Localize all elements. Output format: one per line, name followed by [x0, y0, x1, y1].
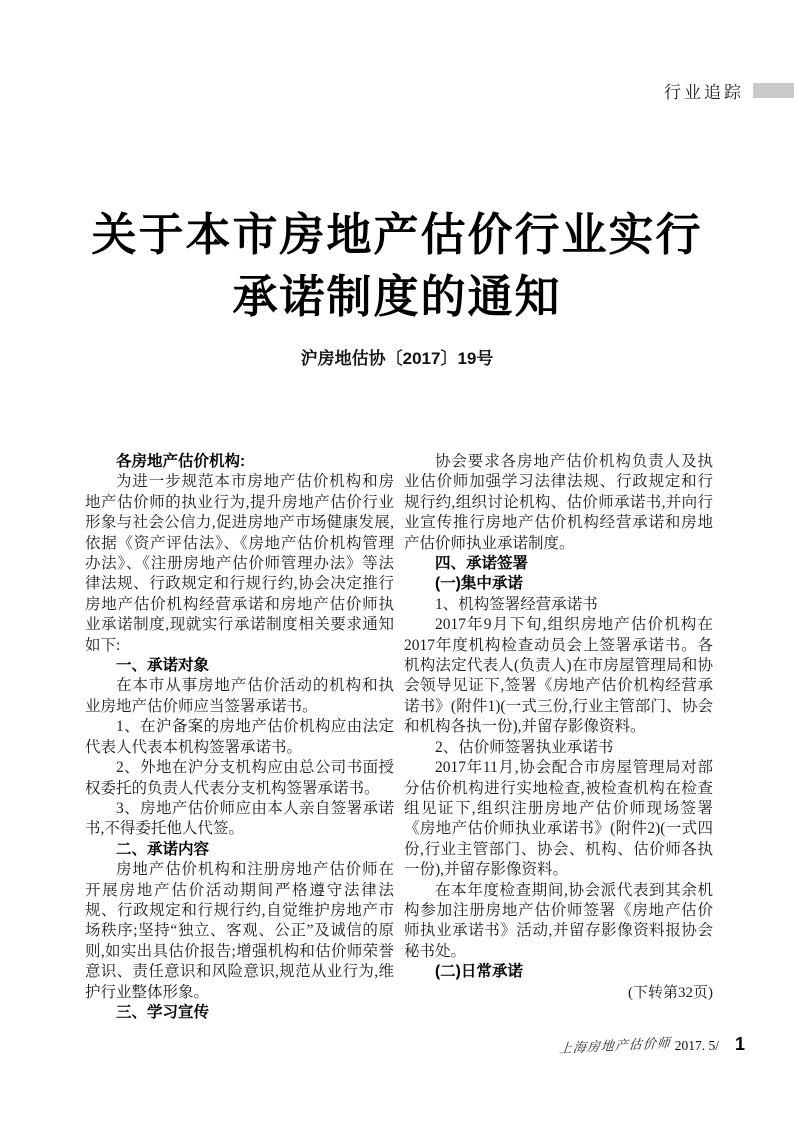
issue-label: 2017. 5/ — [674, 1038, 719, 1053]
section-heading: 四、承诺签署 — [435, 555, 529, 573]
document-number: 沪房地估协〔2017〕19号 — [300, 349, 494, 368]
continuation-note: (下转第32页) — [628, 984, 713, 1001]
paragraph: 1、机构签署经营承诺书 — [435, 595, 598, 613]
page-title — [0, 204, 794, 328]
running-head — [664, 78, 794, 103]
paragraph: 1、在沪备案的房地产估价机构应由法定代表人代表本机构签署承诺书。 — [85, 718, 394, 756]
right-column — [404, 452, 713, 1023]
section-heading: 三、学习宣传 — [116, 1003, 210, 1021]
page-title-line2: 承诺制度的通知 — [232, 271, 562, 322]
section-label: 行业追踪 — [664, 83, 744, 102]
paragraph: 2017年11月,协会配合市房屋管理局对部分估价机构进行实地检查,被检查机构在检查组见证下,组织注册房地产估价师现场签署《房地产估价师执业承诺书》(附件2)(一式四份,行业主管部门、协会、机构、估价师各执一份),并留存影像资料。 — [404, 759, 713, 879]
page-number: 1 — [734, 1034, 745, 1054]
page-title-line1: 关于本市房地产估价行业实行 — [91, 209, 703, 260]
header-bar-decoration — [753, 83, 794, 98]
journal-logo-script: 上海房地产估价师 — [558, 1035, 672, 1056]
paragraph: 协会要求各房地产估价机构负责人及执业估价师加强学习法律法规、行政规定和行规行约,组织讨论机构、估价师承诺书,并向行业宣传推行房地产估价机构经营承诺和房地产估价师执业承诺制度。 — [404, 453, 713, 552]
section-heading: 二、承诺内容 — [116, 840, 210, 858]
paragraph: 房地产估价机构和注册房地产估价师在开展房地产估价活动期间严格遵守法律法规、行政规定和行规行约,自觉维护房地产市场秩序;坚持“独立、客观、公正”及诚信的原则,如实出具估价报告;增强机构和估价师荣誉意识、责任意识和风险意识,规范从业行为,维护行业整体形象。 — [85, 861, 394, 1001]
paragraph: 2、估价师签署执业承诺书 — [435, 738, 614, 756]
left-column — [85, 452, 394, 1023]
section-heading: (二)日常承诺 — [435, 963, 523, 981]
paragraph: 在本市从事房地产估价活动的机构和执业房地产估价师应当签署承诺书。 — [85, 677, 394, 715]
paragraph: 2017年9月下旬,组织房地产估价机构在2017年度机构检查动员会上签署承诺书。各机构法定代表人(负责人)在市房屋管理局和协会领导见证下,签署《房地产估价机构经营承诺书》(附件1)(一式三份,行业主管部门、协会和机构各执一份),并留存影像资料。 — [404, 616, 713, 736]
body-columns — [85, 452, 713, 1023]
section-heading: (一)集中承诺 — [435, 575, 523, 593]
paragraph: 3、房地产估价师应由本人亲自签署承诺书,不得委托他人代签。 — [85, 799, 394, 838]
paragraph: 在本年度检查期间,协会派代表到其余机构参加注册房地产估价师签署《房地产估价师执业承诺书》活动,并留存影像资料报协会秘书处。 — [404, 881, 713, 960]
paragraph: 2、外地在沪分支机构应由总公司书面授权委托的负责人代表分支机构签署承诺书。 — [85, 759, 394, 797]
section-heading: 各房地产估价机构: — [116, 453, 246, 470]
paragraph: 为进一步规范本市房地产估价机构和房地产估价师的执业行为,提升房地产估价行业形象与社会公信力,促进房地产市场健康发展,依据《资产评估法》、《房地产估价机构管理办法》、《注册房地产估价师管理办法》等法律法规、行政规定和行规行约,协会决定推行房地产估价机构经营承诺和房地产估价师执业承诺制度,现就实行承诺制度相关要求通知如下: — [85, 473, 394, 654]
page-footer — [559, 1034, 745, 1055]
section-heading: 一、承诺对象 — [116, 657, 210, 675]
